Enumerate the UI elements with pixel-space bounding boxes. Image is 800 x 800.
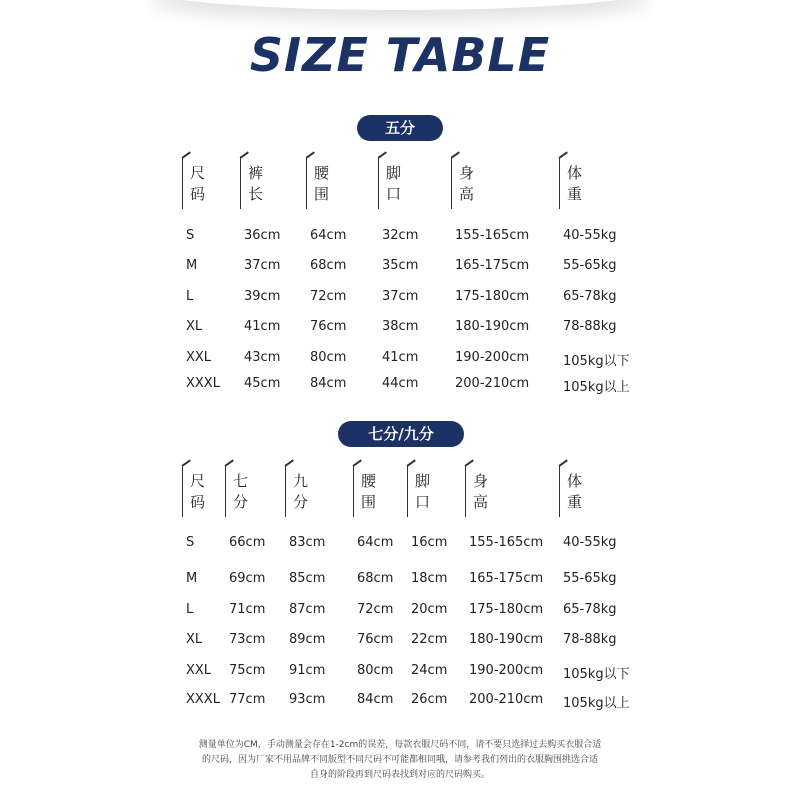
table-cell: 40-55kg <box>563 535 617 550</box>
header-char: 高 <box>473 493 489 511</box>
table-cell: 84cm <box>357 692 394 707</box>
table-cell: 83cm <box>289 535 326 550</box>
column-header <box>455 163 474 205</box>
table-cell: 39cm <box>244 289 281 304</box>
header-char: 尺 <box>190 472 206 490</box>
table-cell: 84cm <box>310 376 347 391</box>
header-char: 体 <box>567 472 583 490</box>
column-header <box>382 163 401 205</box>
table-cell: 72cm <box>357 602 394 617</box>
section-label-qifen-jiufen: 七分/九分 <box>338 421 464 447</box>
size-label-cell: S <box>186 228 195 243</box>
table-cell: 43cm <box>244 350 281 365</box>
note-line: 测量单位为CM，手动测量会存在1-2cm的误差，每款衣服尺码不同，请不要只选择过去购买衣服合适 <box>198 740 602 750</box>
table-cell: 44cm <box>382 376 419 391</box>
table-cell: 165-175cm <box>455 258 530 273</box>
table-cell: 55-65kg <box>563 571 617 586</box>
header-slash-mark <box>225 465 235 521</box>
column-header <box>244 163 263 205</box>
table-cell: 89cm <box>289 632 326 647</box>
header-char: 身 <box>459 164 475 182</box>
header-slash-mark <box>407 465 417 521</box>
table-cell: 40-55kg <box>563 228 617 243</box>
table-cell: 37cm <box>244 258 281 273</box>
size-label-cell: L <box>186 602 194 617</box>
size-label-cell: XXL <box>186 663 212 678</box>
size-label-cell: L <box>186 289 194 304</box>
table-cell: 41cm <box>244 319 281 334</box>
column-header <box>186 471 205 513</box>
header-char: 口 <box>386 185 402 203</box>
table-cell: 18cm <box>411 571 448 586</box>
table-cell: 69cm <box>229 571 266 586</box>
header-char: 重 <box>567 493 583 511</box>
table-cell: 35cm <box>382 258 419 273</box>
table-cell: 32cm <box>382 228 419 243</box>
column-header <box>357 471 376 513</box>
size-label-cell: XXXL <box>186 376 220 391</box>
note-line: 自身的阶段再到尺码表找到对应的尺码购买。 <box>309 770 490 780</box>
table-cell: 76cm <box>310 319 347 334</box>
table-cell: 155-165cm <box>455 228 530 243</box>
table-cell: 105kg以下 <box>563 667 630 682</box>
header-char: 码 <box>190 185 206 203</box>
header-char: 腰 <box>361 472 377 490</box>
table-cell: 66cm <box>229 535 266 550</box>
table-cell: 65-78kg <box>563 289 617 304</box>
size-label-cell: XXL <box>186 350 212 365</box>
table-cell: 75cm <box>229 663 266 678</box>
header-slash-mark <box>353 465 363 521</box>
size-label-cell: XL <box>186 632 203 647</box>
table-cell: 105kg以上 <box>563 696 630 711</box>
table-cell: 78-88kg <box>563 632 617 647</box>
table-cell: 190-200cm <box>455 350 530 365</box>
table-cell: 72cm <box>310 289 347 304</box>
size-label-cell: M <box>186 258 198 273</box>
column-header <box>563 471 582 513</box>
table-cell: 175-180cm <box>469 602 544 617</box>
table-cell: 180-190cm <box>469 632 544 647</box>
top-shadow <box>150 0 650 10</box>
header-char: 身 <box>473 472 489 490</box>
header-slash-mark <box>306 157 316 213</box>
column-header <box>310 163 329 205</box>
column-header <box>289 471 308 513</box>
header-char: 重 <box>567 185 583 203</box>
table-cell: 155-165cm <box>469 535 544 550</box>
table-cell: 105kg以上 <box>563 380 630 395</box>
table-cell: 165-175cm <box>469 571 544 586</box>
table-cell: 64cm <box>310 228 347 243</box>
table-cell: 22cm <box>411 632 448 647</box>
header-char: 围 <box>361 493 377 511</box>
header-slash-mark <box>559 465 569 521</box>
table-cell: 200-210cm <box>469 692 544 707</box>
table-cell: 80cm <box>357 663 394 678</box>
column-header <box>229 471 248 513</box>
header-slash-mark <box>240 157 250 213</box>
table-cell: 64cm <box>357 535 394 550</box>
table-cell: 200-210cm <box>455 376 530 391</box>
header-char: 体 <box>567 164 583 182</box>
header-slash-mark <box>378 157 388 213</box>
header-char: 腰 <box>314 164 330 182</box>
table-cell: 65-78kg <box>563 602 617 617</box>
header-slash-mark <box>182 465 192 521</box>
header-slash-mark <box>559 157 569 213</box>
header-slash-mark <box>451 157 461 213</box>
header-char: 口 <box>415 493 431 511</box>
table-cell: 26cm <box>411 692 448 707</box>
header-char: 长 <box>248 185 264 203</box>
size-label-cell: XL <box>186 319 203 334</box>
header-char: 码 <box>190 493 206 511</box>
note-line: 的尺码，因为厂家不用品牌不同版型不同尺码不可能都相同哦，请参考我们列出的衣服胸围挑选合适 <box>201 755 598 765</box>
header-char: 尺 <box>190 164 206 182</box>
table-cell: 175-180cm <box>455 289 530 304</box>
table-cell: 20cm <box>411 602 448 617</box>
table-cell: 73cm <box>229 632 266 647</box>
table-cell: 16cm <box>411 535 448 550</box>
table-cell: 68cm <box>310 258 347 273</box>
header-char: 分 <box>233 493 249 511</box>
table-cell: 190-200cm <box>469 663 544 678</box>
table-cell: 45cm <box>244 376 281 391</box>
table-cell: 105kg以下 <box>563 354 630 369</box>
column-header <box>563 163 582 205</box>
column-header <box>186 163 205 205</box>
header-char: 裤 <box>248 164 264 182</box>
table-cell: 180-190cm <box>455 319 530 334</box>
header-char: 围 <box>314 185 330 203</box>
header-slash-mark <box>285 465 295 521</box>
section-label-wufen: 五分 <box>357 115 443 141</box>
table-cell: 38cm <box>382 319 419 334</box>
table-cell: 24cm <box>411 663 448 678</box>
header-char: 九 <box>293 472 309 490</box>
page-title: SIZE TABLE <box>249 28 551 82</box>
table-cell: 55-65kg <box>563 258 617 273</box>
table-cell: 85cm <box>289 571 326 586</box>
size-label-cell: XXXL <box>186 692 220 707</box>
table-cell: 77cm <box>229 692 266 707</box>
column-header <box>411 471 430 513</box>
size-label-cell: S <box>186 535 195 550</box>
table-cell: 91cm <box>289 663 326 678</box>
table-cell: 41cm <box>382 350 419 365</box>
header-char: 高 <box>459 185 475 203</box>
table-cell: 80cm <box>310 350 347 365</box>
header-slash-mark <box>182 157 192 213</box>
table-cell: 93cm <box>289 692 326 707</box>
table-cell: 36cm <box>244 228 281 243</box>
header-char: 七 <box>233 472 249 490</box>
table-cell: 76cm <box>357 632 394 647</box>
header-char: 脚 <box>415 472 431 490</box>
header-slash-mark <box>465 465 475 521</box>
size-label-cell: M <box>186 571 198 586</box>
column-header <box>469 471 488 513</box>
header-char: 分 <box>293 493 309 511</box>
table-cell: 71cm <box>229 602 266 617</box>
table-cell: 78-88kg <box>563 319 617 334</box>
header-char: 脚 <box>386 164 402 182</box>
table-cell: 68cm <box>357 571 394 586</box>
table-cell: 87cm <box>289 602 326 617</box>
table-cell: 37cm <box>382 289 419 304</box>
